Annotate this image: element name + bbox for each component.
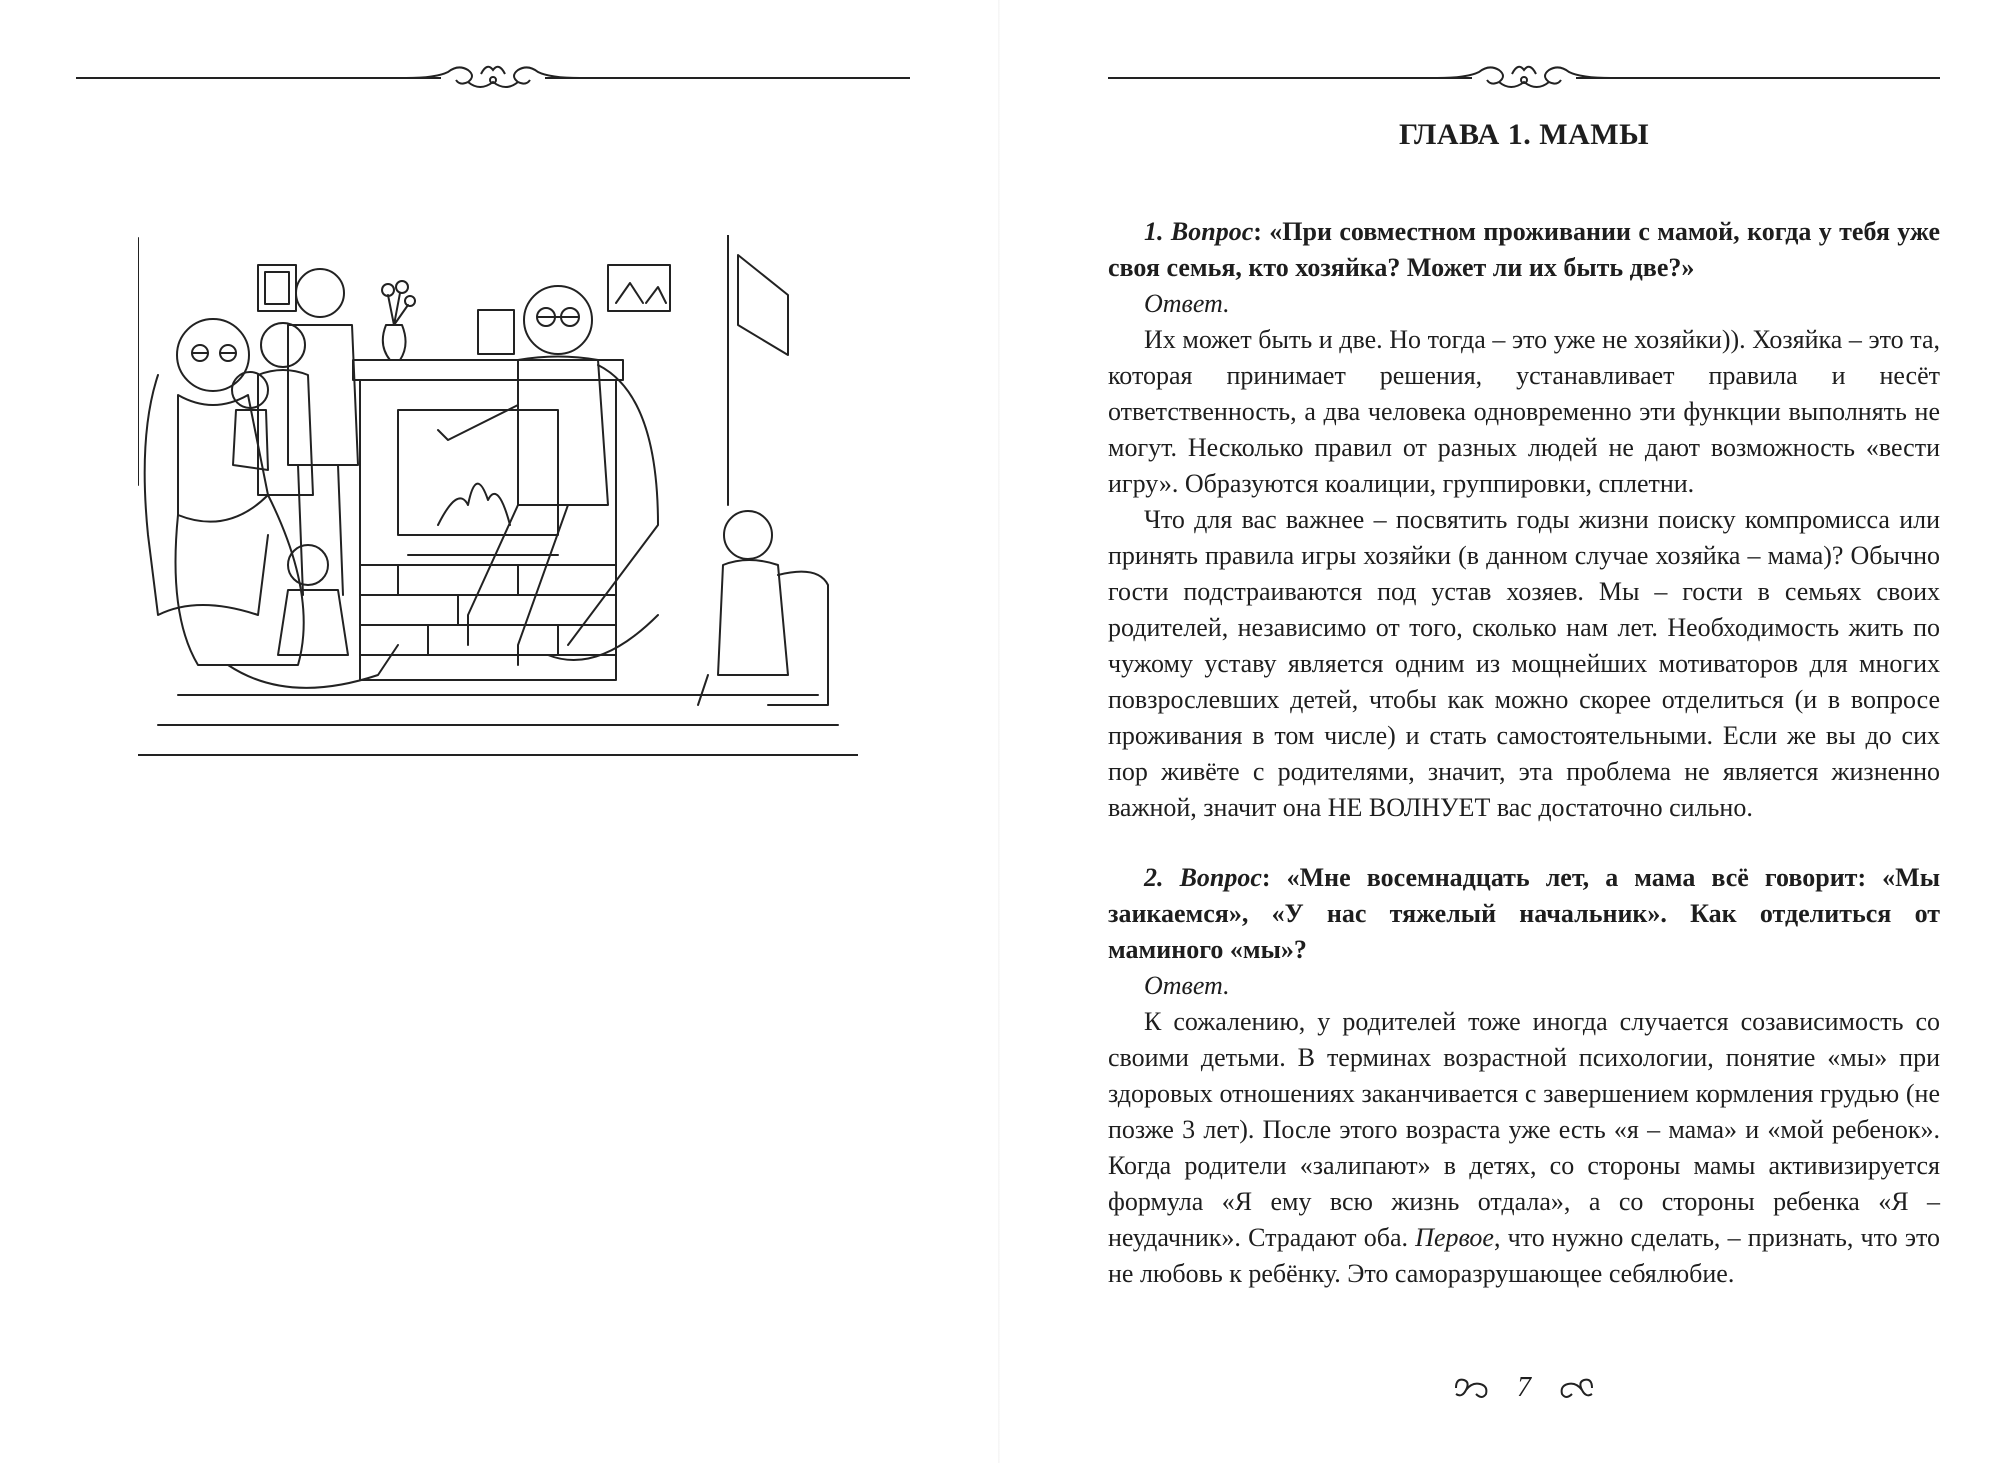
question-1-label: Вопрос xyxy=(1170,217,1254,246)
answer-1-paragraph-2: Что для вас важнее – посвятить годы жизни поиску компромисса или принять правила игры хозяйки (в данном случае хозяйка – мама)? Обычно гости подстраиваются под устав хозяев. Мы – гости в семьях своих родителей, независимо от того, сколько нам лет. Необходимость жить по чужому уставу является одним из мощнейших мотиваторов для многих повзрослевших детей, чтобы как можно скорее отделиться (и в вопросе проживания в том числе) и стать самостоятельными. Если же вы до сих пор живёте с родителями, значит, эта проблема не является жизненно важной, значит она НЕ ВОЛНУЕТ вас достаточно сильно. xyxy=(1108,505,1940,822)
page-number-right-flourish-icon xyxy=(1556,1374,1596,1402)
question-1-text: : «При совместном проживании с мамой, когда у тебя уже своя семья, кто хозяйка? Может ли их быть две?» xyxy=(1108,217,1941,282)
answer-2-text: К сожалению, у родителей тоже иногда случается созависимость со своими детьми. В терминах возрастной психологии, понятие «мы» при здоровых отношениях заканчивается с завершением кормления грудью (не позже 3 лет). После этого возраста уже есть «я – мама» и «мой ребенок». Когда родители «залипают» в детях, со стороны мамы активизируется формула «Я ему всю жизнь отдала», а со стороны ребенка «Я – неудачник». Страдают оба. xyxy=(1108,1007,1940,1252)
answer-1-label: Ответ. xyxy=(1144,289,1230,318)
header-ornament-divider-right xyxy=(1108,52,1940,112)
question-2-text: : «Мне восемнадцать лет, а мама всё говорит: «Мы заикаемся», «У нас тяжелый начальник». Как отделиться от маминого «мы»? xyxy=(1108,863,1941,964)
page-number: 7 xyxy=(1517,1371,1531,1403)
answer-2-emphasis: Первое xyxy=(1415,1223,1494,1252)
question-2 xyxy=(1108,860,1940,968)
chapter-body xyxy=(1108,214,1940,1292)
family-illustration xyxy=(138,235,858,785)
chapter-title: ГЛАВА 1. МАМЫ xyxy=(1398,118,1650,151)
answer-2-tail: , что нужно сделать, – признать, что это не любовь к ребёнку. Это саморазрушающее себялюбие. xyxy=(1108,1223,1940,1288)
right-page xyxy=(1000,0,2000,1463)
question-1 xyxy=(1108,214,1940,286)
question-2-label: Вопрос xyxy=(1179,863,1262,892)
answer-2-paragraph-1 xyxy=(1108,1004,1940,1292)
answer-2-label: Ответ. xyxy=(1144,971,1230,1000)
ornament-divider-icon xyxy=(76,52,910,112)
question-2-number: 2. xyxy=(1144,863,1164,892)
answer-1-paragraph-1: Их может быть и две. Но тогда – это уже не хозяйки)). Хозяйка – это та, которая принимает решения, устанавливает правила и несёт ответственность, а два человека одновременно эти функции выполнять не могут. Несколько правил от разных людей не дают возможность «вести игру». Образуются коалиции, группировки, сплетни. xyxy=(1108,325,1940,498)
family-by-fireplace-illustration xyxy=(138,235,858,785)
page-number-row xyxy=(1108,1370,1940,1404)
question-1-number: 1. xyxy=(1144,217,1164,246)
header-ornament-divider xyxy=(76,52,910,112)
ornament-divider-icon xyxy=(1108,52,1940,112)
page-number-left-flourish-icon xyxy=(1452,1374,1492,1402)
